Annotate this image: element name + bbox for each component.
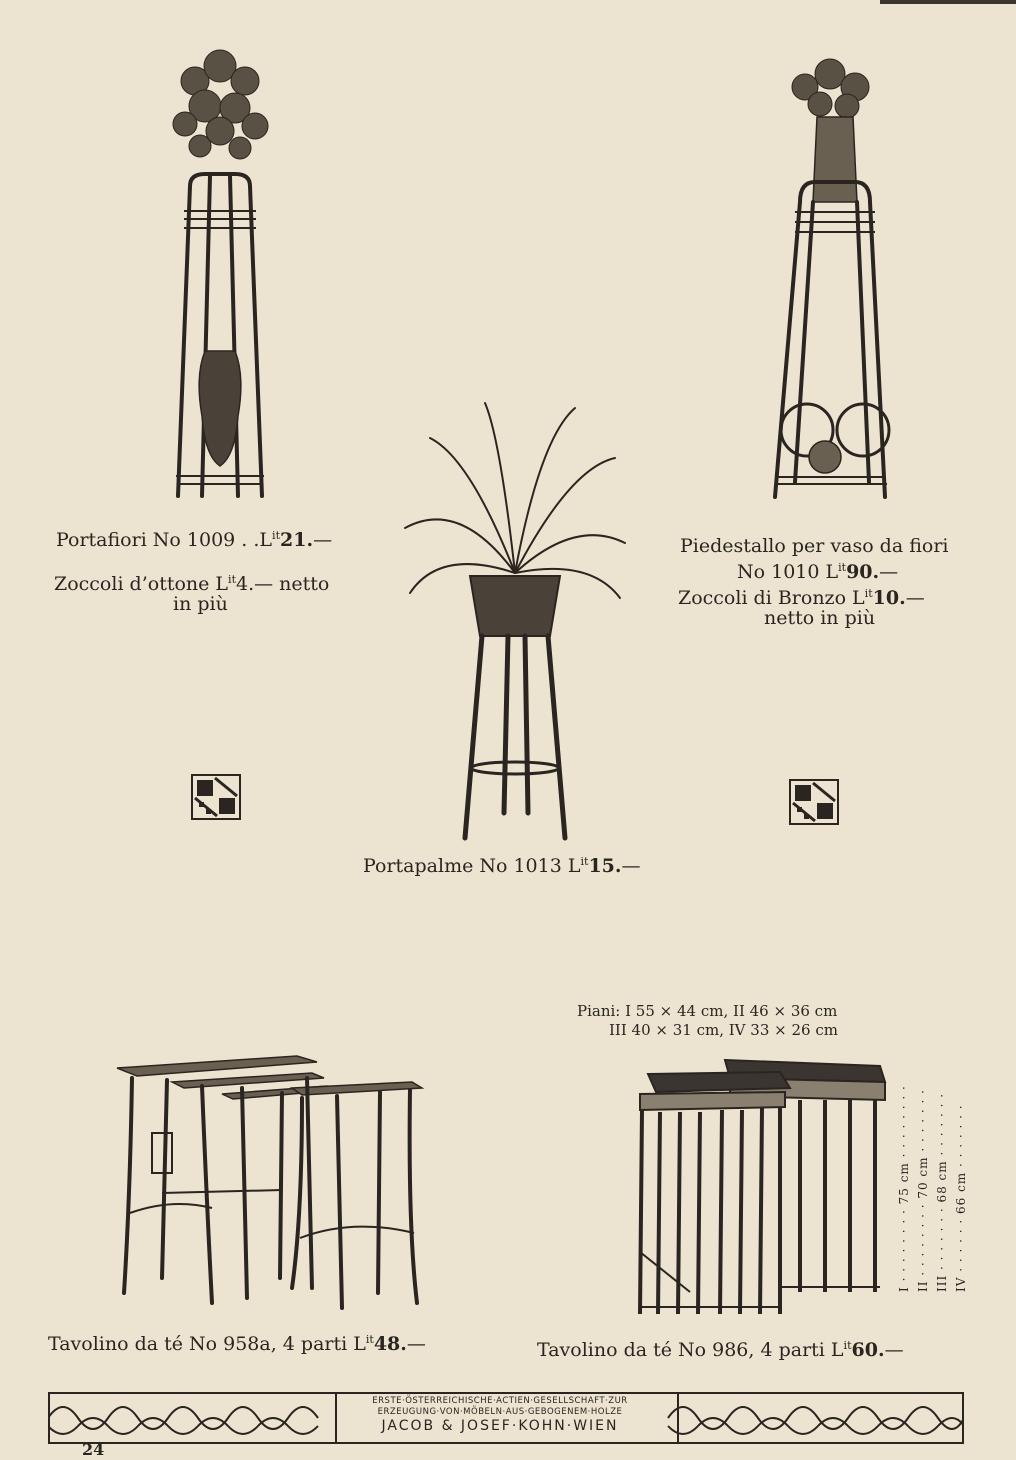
tea-tables-958a-illustration [112,1048,432,1318]
caption-text: Portapalme No 1013 L [363,855,581,877]
shelf-sizes-line2: III 40 × 31 cm, IV 33 × 26 cm [609,1021,838,1039]
shelf-sizes-line1: Piani: I 55 × 44 cm, II 46 × 36 cm [577,1002,838,1020]
caption-portapalme-1013 [363,850,641,878]
price-dash: — [406,1333,426,1355]
caption-portafiori-in-piu [173,592,228,616]
caption-text: Zoccoli d’ottone L [54,573,229,595]
height-dim-III: III · · · · · · · 68 cm · · · · · · · [935,1092,949,1292]
height-dim-I: I · · · · · · · · 75 cm · · · · · · · · [897,1085,911,1292]
caption-tavolino-958a [48,1328,426,1356]
price-dash: — [313,529,333,551]
caption-text: Tavolino da té No 986, 4 parti L [537,1339,844,1361]
flower-stand-1009-illustration [150,36,290,506]
footer-line1: ERSTE·ÖSTERREICHISCHE·ACTIEN·GESELLSCHAFT·ZUR [372,1396,628,1406]
price: 21. [280,529,314,551]
caption-tavolino-986 [537,1334,904,1362]
caption-text: Zoccoli di Bronzo L [678,587,865,609]
caption-text: No 1010 L [737,561,839,583]
maker-mark-left-icon [191,774,241,820]
caption-text: Tavolino da té No 958a, 4 parti L [48,1333,366,1355]
currency-sup: it [272,529,280,542]
caption-portafiori-1009 [56,524,332,552]
dim-label: II [916,1280,930,1292]
currency-sup: it [838,561,847,574]
currency-sup: it [365,1333,374,1346]
dim-label: IV [954,1276,968,1292]
palm-stand-1013-illustration [400,398,630,843]
pedestal-1010-illustration [765,52,905,502]
price-dash: — [621,855,641,877]
price-dash: — [879,561,899,583]
caption-text: in più [173,593,228,615]
dim-label: III [935,1274,949,1292]
caption-piedestallo-1010 [680,534,948,558]
height-dim-IV: IV · · · · · · 66 cm · · · · · · · [954,1104,968,1292]
price-dash: — [884,1339,904,1361]
footer-line2: ERZEUGUNG·VON·MÖBELN·AUS·GEBOGENEM·HOLZE [377,1407,623,1417]
page-number: 24 [82,1440,105,1459]
dim-value: 68 cm [935,1160,949,1203]
dim-value: 66 cm [954,1171,968,1214]
price: 48. [373,1333,407,1355]
dim-value: 75 cm [897,1162,911,1205]
caption-text: netto in più [764,607,876,629]
price-dash: — [905,587,925,609]
price: 15. [588,855,622,877]
currency-sup: it [843,1339,852,1352]
caption-piedestallo-price [737,556,898,584]
price: 90. [846,561,880,583]
tea-tables-986-illustration [630,1052,890,1322]
currency-sup: it [228,573,236,586]
caption-text: 4.— netto [236,573,330,595]
caption-text: Portafiori No 1009 . .L [56,529,273,551]
dim-value: 70 cm [916,1156,930,1199]
maker-mark-right-icon [789,779,839,825]
caption-text: Piedestallo per vaso da fiori [680,535,949,557]
dim-label: I [897,1286,911,1292]
currency-sup: it [864,587,873,600]
footer-line3: JACOB & JOSEF·KOHN·WIEN [381,1418,619,1434]
height-dim-II: II · · · · · · · · 70 cm · · · · · · · [916,1089,930,1292]
caption-piedestallo-in-piu [764,606,875,630]
price: 60. [851,1339,885,1361]
price: 10. [872,587,906,609]
footer-maker-text [337,1396,663,1435]
page-edge-line [880,0,1016,4]
currency-sup: it [580,855,589,868]
